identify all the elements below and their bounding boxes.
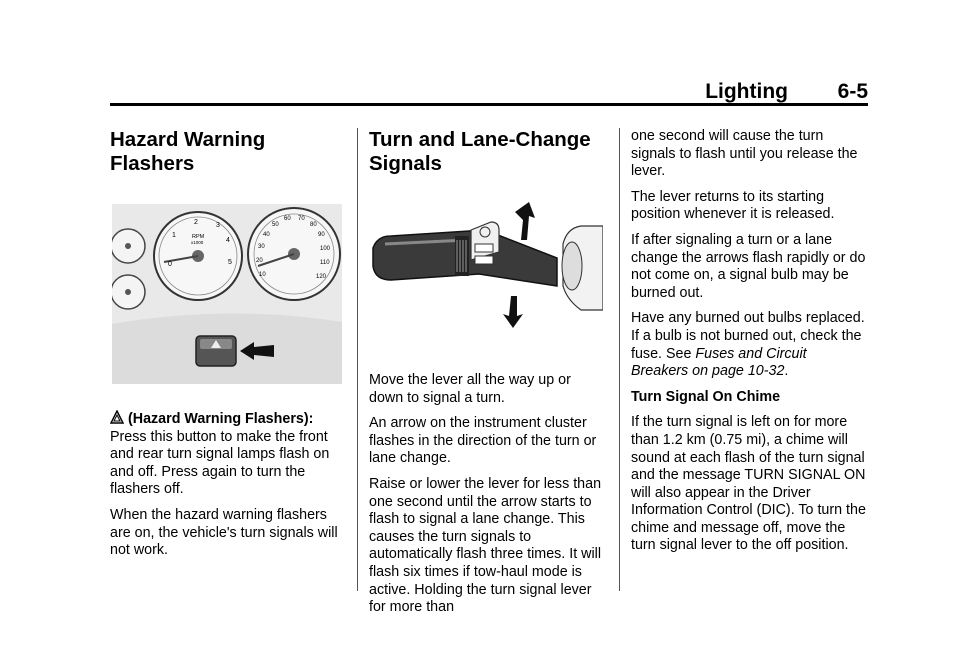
svg-text:50: 50 — [272, 222, 279, 228]
svg-text:40: 40 — [263, 232, 270, 238]
turn-paragraph-2: An arrow on the instrument cluster flashes in the direction of the turn or lane change. — [369, 415, 597, 467]
page-number: 6-5 — [837, 80, 868, 103]
svg-text:5: 5 — [228, 259, 232, 266]
cont-paragraph-1: one second will cause the turn signals to flash until you release the lever. — [631, 128, 858, 180]
hazard-triangle-icon — [110, 410, 124, 424]
hazard-paragraph-2: When the hazard warning flashers are on, the vehicle's turn signals will not work. — [110, 506, 338, 559]
cont-paragraph-4 — [631, 310, 867, 380]
cont-paragraph-3: If after signaling a turn or a lane change the arrows flash rapidly or do not come on, a signal bulb may be burned out. — [631, 231, 866, 301]
svg-text:1: 1 — [172, 232, 176, 239]
fuses-reference-link[interactable]: Fuses and Circuit Breakers on page 10-32 — [631, 345, 807, 380]
cont-paragraph-4-end: . — [784, 363, 789, 380]
svg-text:0: 0 — [168, 261, 172, 268]
svg-text:120: 120 — [316, 274, 327, 280]
svg-text:90: 90 — [318, 232, 325, 238]
column-divider — [619, 128, 620, 591]
hazard-heading: Hazard Warning Flashers — [110, 128, 266, 175]
svg-text:80: 80 — [310, 222, 317, 228]
turn-signal-heading — [369, 128, 605, 176]
section-title: Lighting — [705, 80, 788, 103]
header-rule — [110, 103, 868, 106]
chime-subheading: Turn Signal On Chime — [631, 388, 781, 405]
svg-text:100: 100 — [320, 246, 331, 252]
arrow-up-icon — [515, 202, 535, 240]
turn-signal-lever-illustration — [367, 200, 603, 330]
svg-text:x1000: x1000 — [191, 240, 204, 245]
arrow-down-icon — [503, 296, 523, 328]
svg-text:3: 3 — [216, 222, 220, 229]
svg-text:10: 10 — [259, 272, 266, 278]
svg-text:70: 70 — [298, 216, 305, 222]
column-turn-signals — [369, 128, 605, 625]
turn-paragraph-1: Move the lever all the way up or down to signal a turn. — [369, 372, 571, 406]
turn-signal-lever-figure — [367, 200, 603, 330]
instrument-panel-figure — [112, 204, 342, 384]
svg-text:RPM: RPM — [192, 234, 205, 240]
svg-text:2: 2 — [194, 219, 198, 226]
cont-paragraph-2: The lever returns to its starting position whenever it is released. — [631, 188, 835, 223]
hazard-paragraph-1 — [110, 410, 346, 499]
turn-paragraph-3: Raise or lower the lever for less than one second until the arrow starts to flash to signal a lane change. This causes the turn signals to automatically flash three times. It will flash six times if tow-haul mode is active. Holding the turn signal lever for more than — [369, 475, 602, 616]
chime-paragraph: If the turn signal is left on for more than 1.2 km (0.75 mi), a chime will sound at each flash of the turn signal and the message TURN SIGNAL ON will also appear in the Driver Information Control (DIC). To turn the chime and message off, move the turn signal lever to the off position. — [631, 414, 866, 554]
instrument-panel-illustration — [112, 204, 342, 384]
svg-text:110: 110 — [320, 260, 330, 266]
column-divider — [357, 128, 358, 591]
svg-text:30: 30 — [258, 244, 265, 250]
turn-signal-heading-line2: Signals — [369, 152, 442, 175]
cont-paragraph-4-text: Have any burned out bulbs replaced. If a bulb is not burned out, check the fuse. See — [631, 310, 865, 362]
column-hazard — [110, 128, 346, 568]
svg-text:20: 20 — [256, 258, 263, 264]
column-continued — [631, 128, 867, 563]
hazard-paragraph-1-text: Press this button to make the front and rear turn signal lamps flash on and off. Press again to turn the flashers off. — [110, 428, 330, 498]
svg-text:4: 4 — [226, 237, 230, 244]
turn-signal-heading-line1: Turn and Lane-Change — [369, 128, 591, 151]
svg-text:60: 60 — [284, 216, 291, 222]
hazard-symbol-label: (Hazard Warning Flashers): — [128, 411, 314, 427]
